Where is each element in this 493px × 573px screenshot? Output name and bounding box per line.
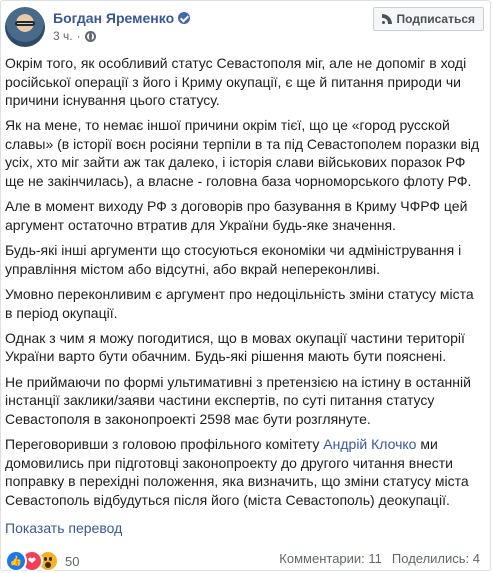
post-paragraph: Будь-які інші аргументи що стосуються економіки чи адміністрування і управління містом або відсутні, або вкрай непереконливі. — [5, 242, 462, 277]
mention-link[interactable]: Андрій Клочко — [323, 436, 417, 453]
verified-badge-icon — [178, 12, 190, 24]
post-paragraph: Але в момент виходу РФ з договорів про базування в Криму ЧФРФ цей аргумент остаточно втратив для України будь-яке значення. — [5, 198, 468, 233]
paragraph-text: Переговоривши з головою профільного комітету — [5, 436, 324, 453]
show-translation-link[interactable]: Показать перевод — [5, 520, 123, 536]
post-paragraph: Окрім того, як особливий статус Севастополя міг, але не допоміг в ході російської операції з його і Криму окупації, є ще й питання природи чи причини існування цього статусу. — [5, 55, 467, 108]
post-stats — [279, 551, 480, 566]
post-header — [5, 7, 486, 47]
reactions-count: 50 — [65, 553, 80, 569]
meta-separator: · — [76, 29, 81, 43]
post-paragraph: Як на мене, то немає іншої причини окрім тієї, що це «город русской славы» (в історії воєн росіяни терпіли в та під Севастополем поразки від усіх, хто міг зайти аж так далеко, і історія слави військових поразок РФ ще не закінчилась), а власне - головна база чорноморського флоту РФ. — [5, 117, 480, 189]
post-body — [5, 54, 484, 516]
paragraph-text: ми домовились при підготовці законопроекту до другого читання внести поправку в перехідні положення, яка визначить, що зміни статусу міста Севастополь відбудуться після його (міста Севастополь) деокупації. — [5, 436, 469, 508]
author-row — [53, 10, 190, 26]
post-paragraph: Не приймаючи по формі ультимативні з претензією на істину в останній інстанції заклики/заяви частини експертів, по суті питання статусу Севастополя в законопроекті 2598 має бути розглянуте. — [5, 373, 471, 427]
author-name[interactable]: Богдан Яременко — [53, 10, 175, 26]
love-icon: ❤ — [21, 550, 43, 572]
post-footer — [5, 550, 480, 570]
post-timestamp[interactable]: 3 ч. — [53, 29, 73, 43]
globe-icon[interactable] — [85, 31, 96, 42]
post-paragraph: Умовно переконливим є аргумент про недоцільність зміни статусу міста в період окупації. — [5, 286, 474, 321]
comments-link[interactable]: Комментарии: 11 — [279, 551, 382, 566]
reactions-summary[interactable] — [5, 550, 79, 572]
rss-icon — [382, 14, 392, 24]
post-meta — [53, 29, 96, 43]
post-paragraph: Однак з чим я можу погодитися, що в мовах окупації частини території України варто бути обачним. Будь-які рішення мають бути пояснені. — [5, 329, 465, 365]
avatar[interactable] — [5, 7, 45, 47]
follow-button-label: Подписаться — [396, 12, 475, 26]
like-icon: 👍 — [5, 550, 27, 572]
post-paragraph-last — [5, 435, 484, 509]
follow-button[interactable] — [373, 7, 484, 31]
shares-link[interactable]: Поделились: 4 — [391, 551, 480, 566]
